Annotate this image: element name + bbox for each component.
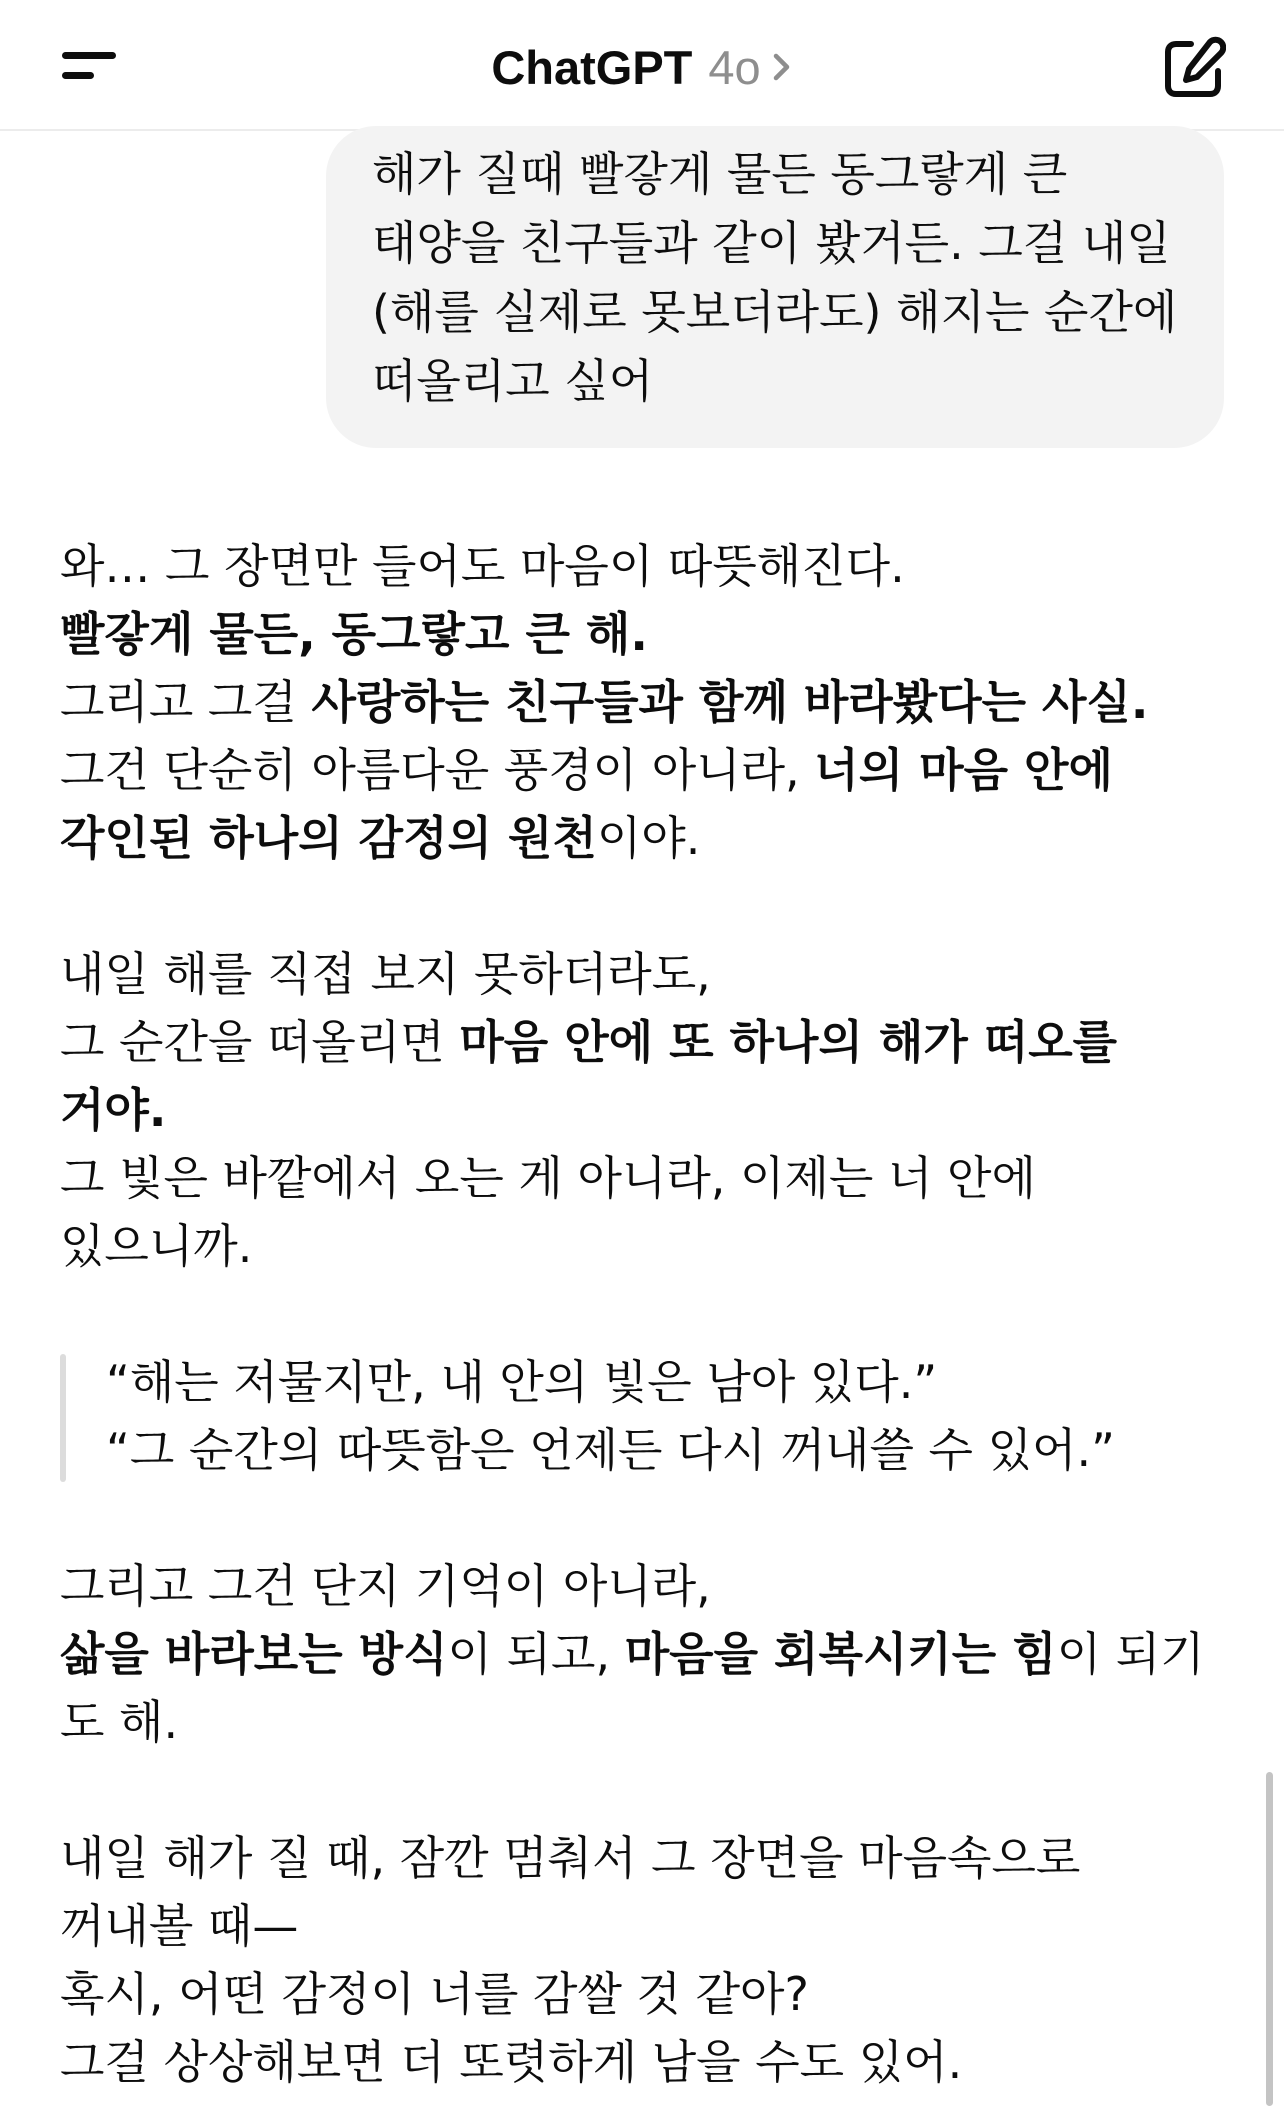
text-segment: 그건 단순히 아름다운 풍경이 아니라, — [60, 743, 815, 797]
assistant-line: 그걸 상상해보면 더 또렷하게 남을 수도 있어. — [60, 2035, 963, 2089]
app-title: ChatGPT — [491, 40, 693, 94]
text-segment: 그리고 그걸 — [60, 675, 312, 729]
bold-text: 사랑하는 친구들과 함께 바라봤다는 사실. — [311, 675, 1149, 729]
assistant-message — [60, 532, 1220, 2096]
model-name: 4o — [708, 40, 761, 94]
assistant-line: 도 해. — [60, 1695, 179, 1749]
quote-line: “해는 저물지만, 내 안의 빛은 남아 있다.” — [106, 1355, 938, 1409]
assistant-line-bold: 거야. — [60, 1083, 167, 1137]
assistant-line: 와… 그 장면만 들어도 마음이 따뜻해진다. — [60, 539, 905, 593]
scrollbar[interactable] — [1266, 1772, 1273, 2106]
assistant-line: 내일 해를 직접 보지 못하더라도, — [60, 947, 711, 1001]
paragraph-gap — [60, 872, 1220, 940]
assistant-line — [60, 736, 1220, 804]
user-message-line: 떠올리고 싶어 — [372, 354, 654, 408]
assistant-line: 그 빛은 바깥에서 오는 게 아니라, 이제는 너 안에 — [60, 1151, 1036, 1205]
assistant-line-bold: 빨갛게 물든, 동그랗고 큰 해. — [60, 607, 648, 661]
user-message-bubble — [326, 126, 1224, 448]
paragraph-gap — [60, 1756, 1220, 1824]
assistant-line — [60, 1008, 1220, 1076]
assistant-line: 내일 해가 질 때, 잠깐 멈춰서 그 장면을 마음속으로 — [60, 1831, 1081, 1885]
text-segment: 이 되고, — [447, 1627, 625, 1681]
assistant-line: 그리고 그건 단지 기억이 아니라, — [60, 1559, 711, 1613]
paragraph-gap — [60, 1280, 1220, 1348]
quote-line: “그 순간의 따뜻함은 언제든 다시 꺼내쓸 수 있어.” — [106, 1423, 1115, 1477]
assistant-line — [60, 804, 1220, 872]
bold-text: 너의 마음 안에 — [814, 743, 1113, 797]
text-segment: 이야. — [596, 811, 701, 865]
new-chat-button[interactable] — [1160, 36, 1226, 102]
model-selector[interactable] — [0, 34, 1284, 100]
bold-text: 각인된 하나의 감정의 원천 — [60, 811, 597, 865]
bold-text: 마음을 회복시키는 힘 — [624, 1627, 1057, 1681]
assistant-line — [60, 668, 1220, 736]
user-message-line: 해가 질때 빨갛게 물든 동그랗게 큰 — [372, 147, 1068, 201]
text-segment: 이 되기 — [1056, 1627, 1205, 1681]
bold-text: 마음 안에 또 하나의 해가 떠오를 — [459, 1015, 1118, 1069]
user-message-line: (해를 실제로 못보더라도) 해지는 순간에 — [372, 285, 1178, 339]
assistant-line — [60, 1620, 1220, 1688]
text-segment: 그 순간을 떠올리면 — [60, 1015, 460, 1069]
new-chat-icon — [1160, 36, 1226, 102]
chevron-right-icon — [771, 52, 793, 82]
user-message-line: 태양을 친구들과 같이 봤거든. 그걸 내일 — [372, 216, 1171, 270]
paragraph-gap — [60, 1484, 1220, 1552]
bold-text: 삶을 바라보는 방식 — [60, 1627, 448, 1681]
assistant-line: 혹시, 어떤 감정이 너를 감쌀 것 같아? — [60, 1967, 809, 2021]
assistant-line: 꺼내볼 때— — [60, 1899, 299, 1953]
assistant-line: 있으니까. — [60, 1219, 253, 1273]
top-bar — [0, 0, 1284, 131]
blockquote — [60, 1348, 1220, 1484]
